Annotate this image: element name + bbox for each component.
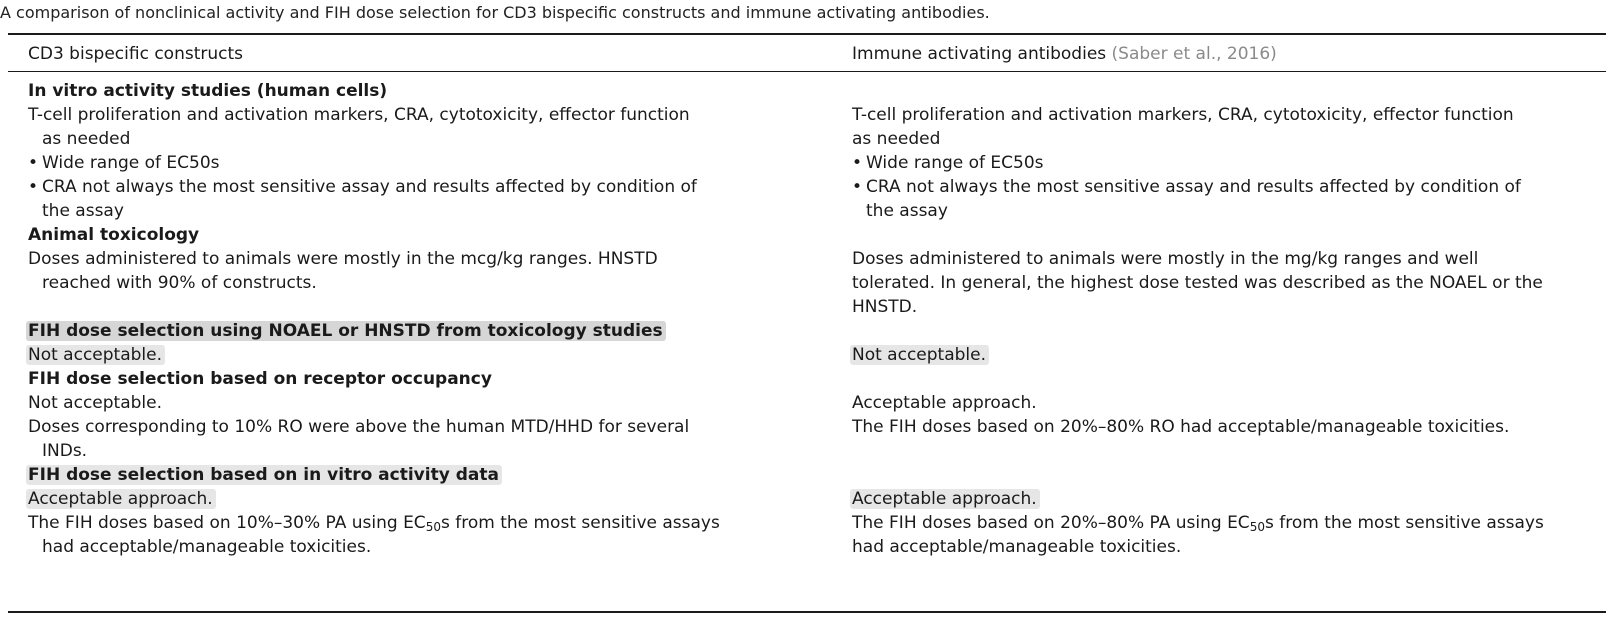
section-heading-activity bbox=[28, 463, 502, 487]
activity-value bbox=[28, 487, 216, 511]
tox-text-line1: Doses administered to animals were mostly in the mcg/kg ranges. HNSTD bbox=[28, 249, 658, 269]
tox-text-line3: HNSTD. bbox=[852, 297, 918, 317]
activity-text-line1 bbox=[852, 511, 1544, 535]
section-heading-invitro: In vitro activity studies (human cells) bbox=[28, 81, 388, 101]
invitro-text-line1: T-cell proliferation and activation markers, CRA, cytotoxicity, effector function bbox=[28, 105, 690, 125]
activity-text-pre: The FIH doses based on 10%–30% PA using EC bbox=[28, 513, 426, 533]
invitro-bullet-cra-cont: the assay bbox=[866, 201, 948, 221]
bullet-text: Wide range of EC50s bbox=[42, 153, 220, 173]
tox-text-line2: reached with 90% of constructs. bbox=[42, 273, 317, 293]
table-header-rule bbox=[8, 71, 1606, 72]
bullet-icon: • bbox=[28, 153, 39, 173]
invitro-bullet-ec50 bbox=[28, 151, 220, 175]
section-heading-noael bbox=[28, 319, 666, 343]
activity-value bbox=[852, 487, 1040, 511]
invitro-text-line2: as needed bbox=[42, 129, 131, 149]
bullet-text: Wide range of EC50s bbox=[866, 153, 1044, 173]
activity-text-line1 bbox=[28, 511, 720, 535]
tox-text-line2: tolerated. In general, the highest dose tested was described as the NOAEL or the bbox=[852, 273, 1543, 293]
table-bottom-rule bbox=[8, 611, 1606, 613]
invitro-text-line2: as needed bbox=[852, 129, 941, 149]
highlight: FIH dose selection using NOAEL or HNSTD from toxicology studies bbox=[26, 321, 666, 341]
table-caption: A comparison of nonclinical activity and FIH dose selection for CD3 bispecific constructs and immune activating antibodies. bbox=[0, 3, 990, 22]
invitro-bullet-cra-cont: the assay bbox=[42, 201, 124, 221]
invitro-text-line1: T-cell proliferation and activation markers, CRA, cytotoxicity, effector function bbox=[852, 105, 1514, 125]
activity-text-sub: 50 bbox=[425, 520, 441, 534]
ro-value: Acceptable approach. bbox=[852, 393, 1037, 413]
ro-value: Not acceptable. bbox=[28, 393, 163, 413]
activity-text-line2: had acceptable/manageable toxicities. bbox=[852, 537, 1182, 557]
bullet-text: CRA not always the most sensitive assay and results affected by condition of bbox=[42, 177, 697, 197]
bullet-icon: • bbox=[852, 177, 863, 197]
column-header-cd3-bispecific: CD3 bispecific constructs bbox=[28, 44, 244, 64]
noael-value bbox=[28, 343, 165, 367]
bullet-icon: • bbox=[28, 177, 39, 197]
invitro-bullet-cra bbox=[852, 175, 1521, 199]
highlight: Not acceptable. bbox=[26, 345, 165, 365]
column-header-immune-activating-label: Immune activating antibodies bbox=[852, 44, 1107, 64]
bullet-icon: • bbox=[852, 153, 863, 173]
activity-text-post: s from the most sensitive assays bbox=[440, 513, 720, 533]
highlight: FIH dose selection based on in vitro activity data bbox=[26, 465, 502, 485]
activity-text-line2: had acceptable/manageable toxicities. bbox=[42, 537, 372, 557]
ro-text-line1: Doses corresponding to 10% RO were above the human MTD/HHD for several bbox=[28, 417, 690, 437]
highlight: Acceptable approach. bbox=[26, 489, 216, 509]
column-header-immune-activating bbox=[852, 42, 1277, 66]
activity-text-post: s from the most sensitive assays bbox=[1264, 513, 1544, 533]
highlight: Not acceptable. bbox=[850, 345, 989, 365]
ro-text-line1: The FIH doses based on 20%–80% RO had acceptable/manageable toxicities. bbox=[852, 417, 1510, 437]
section-heading-toxicology: Animal toxicology bbox=[28, 225, 200, 245]
activity-text-sub: 50 bbox=[1249, 520, 1265, 534]
citation-link[interactable]: (Saber et al., 2016) bbox=[1111, 44, 1277, 64]
noael-value bbox=[852, 343, 989, 367]
invitro-bullet-cra bbox=[28, 175, 697, 199]
bullet-text: CRA not always the most sensitive assay and results affected by condition of bbox=[866, 177, 1521, 197]
section-heading-receptor-occupancy: FIH dose selection based on receptor occupancy bbox=[28, 369, 492, 389]
highlight: Acceptable approach. bbox=[850, 489, 1040, 509]
table-top-rule bbox=[8, 33, 1606, 35]
activity-text-pre: The FIH doses based on 20%–80% PA using EC bbox=[852, 513, 1250, 533]
tox-text-line1: Doses administered to animals were mostly in the mg/kg ranges and well bbox=[852, 249, 1479, 269]
ro-text-line2: INDs. bbox=[42, 441, 88, 461]
invitro-bullet-ec50 bbox=[852, 151, 1044, 175]
